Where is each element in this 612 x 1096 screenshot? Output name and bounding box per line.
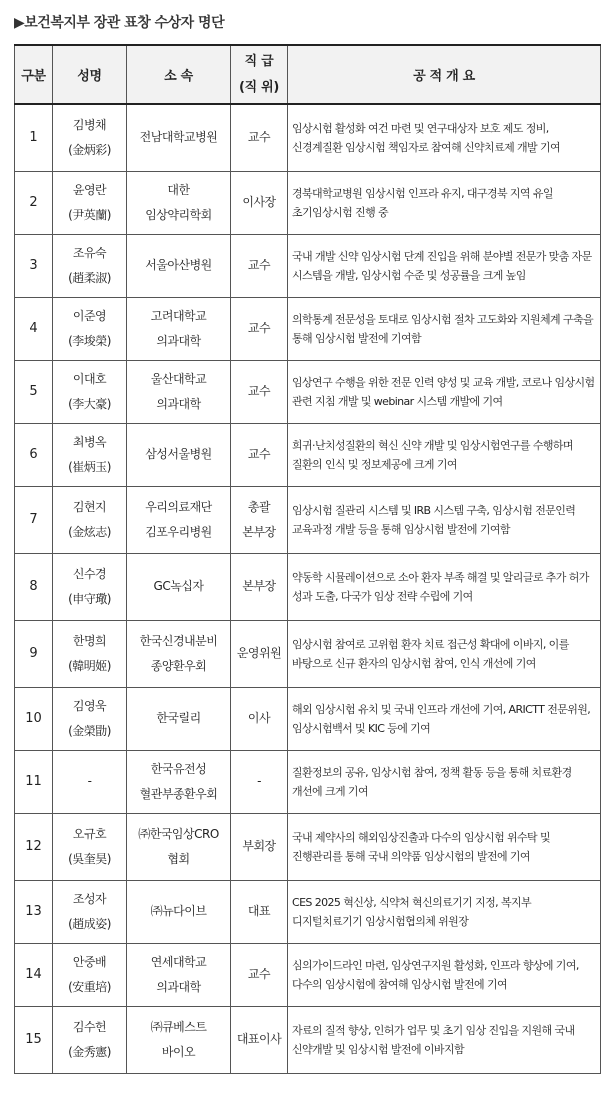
achievement-summary: 임상시험 참여로 고위험 환자 치료 접근성 확대에 이바지, 이를 바탕으로 신규 환자의 임상시험 참여, 인식 개선에 기여	[288, 620, 601, 687]
recipient-name: 오규호	[72, 826, 107, 841]
achievement-summary: 임상시험 질관리 시스템 및 IRB 시스템 구축, 임상시험 전문인력 교육과정 개발 등을 통해 임상시험 발전에 기여함	[288, 486, 601, 553]
table-row	[15, 1006, 601, 1073]
position-line1: 교수	[247, 384, 271, 398]
recipient-name: 이대호	[72, 371, 107, 386]
affiliation-line2: 의과대학	[156, 979, 201, 994]
recipient-hanja: (趙成姿)	[68, 916, 111, 931]
position-cell	[231, 423, 288, 486]
affiliation-line1: 삼성서울병원	[145, 447, 212, 461]
recipient-name-cell	[53, 360, 127, 423]
recipient-hanja: (崔炳玉)	[68, 459, 111, 474]
affiliation-line2: 혈관부종환우회	[139, 786, 218, 801]
recipient-name: 최병옥	[72, 434, 107, 449]
position-cell	[231, 813, 288, 880]
affiliation-line1: 고려대학교	[150, 308, 207, 323]
affiliation-cell	[127, 880, 231, 943]
recipient-name-cell	[53, 486, 127, 553]
header-position	[231, 45, 288, 104]
affiliation-cell	[127, 486, 231, 553]
table-row	[15, 360, 601, 423]
position-line1: 본부장	[242, 579, 276, 593]
recipient-hanja: (韓明姬)	[68, 658, 111, 673]
recipient-hanja: (申守璥)	[68, 591, 111, 606]
affiliation-cell	[127, 171, 231, 234]
row-number: 11	[15, 750, 53, 813]
header-name: 성명	[53, 45, 127, 104]
recipient-name-cell	[53, 880, 127, 943]
table-row	[15, 813, 601, 880]
recipient-name-cell	[53, 104, 127, 171]
position-cell	[231, 943, 288, 1006]
recipient-name: 조유숙	[72, 245, 107, 260]
recipient-name: 안중배	[72, 954, 107, 969]
achievement-summary: 질환정보의 공유, 임상시험 참여, 정책 활동 등을 통해 치료환경 개선에 크게 기여	[288, 750, 601, 813]
achievement-summary: 임상연구 수행을 위한 전문 인력 양성 및 교육 개발, 코로나 임상시험 관련 지침 개발 및 webinar 시스템 개발에 기여	[288, 360, 601, 423]
recipient-name-cell	[53, 750, 127, 813]
recipient-name: 김현지	[72, 499, 107, 514]
table-row	[15, 687, 601, 750]
position-line1: 총괄	[247, 499, 271, 514]
position-line1: 대표	[247, 904, 271, 918]
position-line1: 이사	[247, 711, 271, 725]
recipient-name-cell	[53, 943, 127, 1006]
recipient-name: 한명희	[72, 633, 107, 648]
row-number: 7	[15, 486, 53, 553]
table-row	[15, 297, 601, 360]
row-number: 6	[15, 423, 53, 486]
affiliation-line1: 한국신경내분비	[139, 633, 218, 648]
achievement-summary: 경북대학교병원 임상시험 인프라 유지, 대구경북 지역 유일 초기임상시험 진행 중	[288, 171, 601, 234]
achievement-summary: 임상시험 활성화 여건 마련 및 연구대상자 보호 제도 정비, 신경계질환 임상시험 책임자로 참여해 신약치료제 개발 기여	[288, 104, 601, 171]
row-number: 5	[15, 360, 53, 423]
affiliation-cell	[127, 813, 231, 880]
affiliation-line2: 바이오	[161, 1044, 196, 1059]
position-cell	[231, 1006, 288, 1073]
row-number: 9	[15, 620, 53, 687]
recipient-name: 김수헌	[72, 1019, 107, 1034]
row-number: 13	[15, 880, 53, 943]
affiliation-line1: 전남대학교병원	[139, 130, 218, 145]
table-row	[15, 486, 601, 553]
affiliation-line1: ㈜뉴다이브	[150, 904, 207, 918]
recipient-name-cell	[53, 423, 127, 486]
achievement-summary: 약동학 시뮬레이션으로 소아 환자 부족 해결 및 알리글로 추가 허가 성과 도출, 다국가 임상 전략 수립에 기여	[288, 553, 601, 620]
affiliation-line2: 의과대학	[156, 396, 201, 411]
recipient-name: 김영욱	[72, 698, 107, 713]
affiliation-line2: 협회	[167, 851, 190, 866]
achievement-summary: 해외 임상시험 유치 및 국내 인프라 개선에 기여, ARICTT 전문위원, 임상시험백서 및 KIC 등에 기여	[288, 687, 601, 750]
position-cell	[231, 750, 288, 813]
table-row	[15, 553, 601, 620]
table-header-row	[15, 45, 601, 104]
affiliation-line1: 우리의료재단	[145, 499, 212, 514]
affiliation-cell	[127, 620, 231, 687]
affiliation-line1: 서울아산병원	[145, 258, 212, 272]
position-line1: 대표이사	[236, 1032, 282, 1046]
recipient-hanja: (安重培)	[68, 979, 111, 994]
recipient-name: 김병채	[72, 117, 107, 132]
affiliation-line1: ㈜큐베스트	[150, 1019, 207, 1034]
header-affiliation: 소 속	[127, 45, 231, 104]
affiliation-cell	[127, 360, 231, 423]
recipient-name-cell	[53, 620, 127, 687]
affiliation-line1: 연세대학교	[150, 954, 207, 969]
recipient-name: -	[87, 774, 92, 788]
position-line1: -	[257, 774, 261, 788]
row-number: 10	[15, 687, 53, 750]
affiliation-line1: ㈜한국임상CRO	[138, 826, 219, 841]
row-number: 1	[15, 104, 53, 171]
recipient-hanja: (金秀憲)	[68, 1044, 111, 1059]
recipient-hanja: (金炫志)	[68, 524, 111, 539]
achievement-summary: 희귀·난치성질환의 혁신 신약 개발 및 임상시험연구를 수행하며 질환의 인식 및 정보제공에 크게 기여	[288, 423, 601, 486]
position-cell	[231, 486, 288, 553]
affiliation-cell	[127, 750, 231, 813]
position-line1: 부회장	[242, 839, 276, 853]
recipient-hanja: (李大豪)	[68, 396, 111, 411]
achievement-summary: 국내 개발 신약 임상시험 단계 진입을 위해 분야별 전문가 맞춤 자문 시스템을 개발, 임상시험 수준 및 성공률을 크게 높임	[288, 234, 601, 297]
affiliation-line2: 임상약리학회	[145, 207, 212, 222]
affiliation-line1: 한국유전성	[150, 761, 207, 776]
recipient-name: 조성자	[72, 891, 107, 906]
page-title: ▶보건복지부 장관 표창 수상자 명단	[14, 15, 225, 31]
row-number: 14	[15, 943, 53, 1006]
affiliation-cell	[127, 297, 231, 360]
affiliation-cell	[127, 234, 231, 297]
row-number: 15	[15, 1006, 53, 1073]
position-line1: 교수	[247, 967, 271, 981]
position-cell	[231, 234, 288, 297]
achievement-summary: 자료의 질적 향상, 인허가 업무 및 초기 임상 진입을 지원해 국내 신약개발 및 임상시험 발전에 이바지함	[288, 1006, 601, 1073]
recipient-name: 이준영	[72, 308, 107, 323]
table-row	[15, 880, 601, 943]
header-position-line1: 직 급	[244, 53, 274, 69]
row-number: 3	[15, 234, 53, 297]
recipient-name-cell	[53, 687, 127, 750]
award-recipients-table	[14, 44, 601, 1074]
recipient-hanja: (吳奎昊)	[68, 851, 111, 866]
achievement-summary: 심의가이드라인 마련, 임상연구지원 활성화, 인프라 향상에 기여, 다수의 임상시험에 참여해 임상시험 발전에 기여	[288, 943, 601, 1006]
table-row	[15, 423, 601, 486]
position-line2: 본부장	[242, 524, 276, 539]
affiliation-cell	[127, 1006, 231, 1073]
affiliation-line2: 종양환우회	[150, 658, 207, 673]
affiliation-line1: 대한	[167, 182, 190, 197]
row-number: 4	[15, 297, 53, 360]
affiliation-line2: 김포우리병원	[145, 524, 212, 539]
position-line1: 교수	[247, 130, 271, 145]
header-num: 구분	[15, 45, 53, 104]
recipient-hanja: (尹英蘭)	[68, 207, 111, 222]
table-row	[15, 943, 601, 1006]
position-cell	[231, 620, 288, 687]
position-line1: 교수	[247, 447, 271, 461]
achievement-summary: 의학통계 전문성을 토대로 임상시험 절차 고도화와 지원체계 구축을 통해 임상시험 발전에 기여함	[288, 297, 601, 360]
affiliation-line2: 의과대학	[156, 333, 201, 348]
recipient-name-cell	[53, 813, 127, 880]
row-number: 12	[15, 813, 53, 880]
recipient-hanja: (李埈榮)	[68, 333, 111, 348]
position-line1: 운영위원	[236, 646, 282, 660]
table-row	[15, 234, 601, 297]
recipient-hanja: (趙柔淑)	[68, 270, 111, 285]
position-cell	[231, 297, 288, 360]
position-cell	[231, 687, 288, 750]
position-cell	[231, 880, 288, 943]
position-line1: 이사장	[242, 195, 276, 209]
achievement-summary: CES 2025 혁신상, 식약처 혁신의료기기 지정, 복지부 디지털치료기기 임상시험협의체 위원장	[288, 880, 601, 943]
recipient-name-cell	[53, 553, 127, 620]
recipient-name: 윤영란	[72, 182, 107, 197]
recipient-name: 신수경	[72, 566, 107, 581]
position-line1: 교수	[247, 321, 271, 335]
recipient-hanja: (金炳彩)	[68, 142, 111, 157]
position-cell	[231, 360, 288, 423]
recipient-name-cell	[53, 297, 127, 360]
position-cell	[231, 104, 288, 171]
affiliation-cell	[127, 943, 231, 1006]
affiliation-line1: 울산대학교	[150, 371, 207, 386]
affiliation-cell	[127, 104, 231, 171]
recipient-name-cell	[53, 234, 127, 297]
affiliation-line1: 한국릴리	[156, 711, 201, 725]
header-position-line2: (직 위)	[238, 79, 280, 95]
recipient-name-cell	[53, 1006, 127, 1073]
position-cell	[231, 171, 288, 234]
affiliation-cell	[127, 687, 231, 750]
table-row	[15, 620, 601, 687]
header-achievement: 공 적 개 요	[288, 45, 601, 104]
achievement-summary: 국내 제약사의 해외임상진출과 다수의 임상시험 위수탁 및 진행관리를 통해 국내 의약품 임상시험의 발전에 기여	[288, 813, 601, 880]
affiliation-cell	[127, 423, 231, 486]
recipient-hanja: (金榮勖)	[68, 723, 111, 738]
table-row	[15, 171, 601, 234]
position-line1: 교수	[247, 258, 271, 272]
affiliation-cell	[127, 553, 231, 620]
row-number: 8	[15, 553, 53, 620]
table-row	[15, 104, 601, 171]
row-number: 2	[15, 171, 53, 234]
table-row	[15, 750, 601, 813]
table-body	[15, 104, 601, 1073]
recipient-name-cell	[53, 171, 127, 234]
position-cell	[231, 553, 288, 620]
affiliation-line1: GC녹십자	[153, 579, 204, 593]
